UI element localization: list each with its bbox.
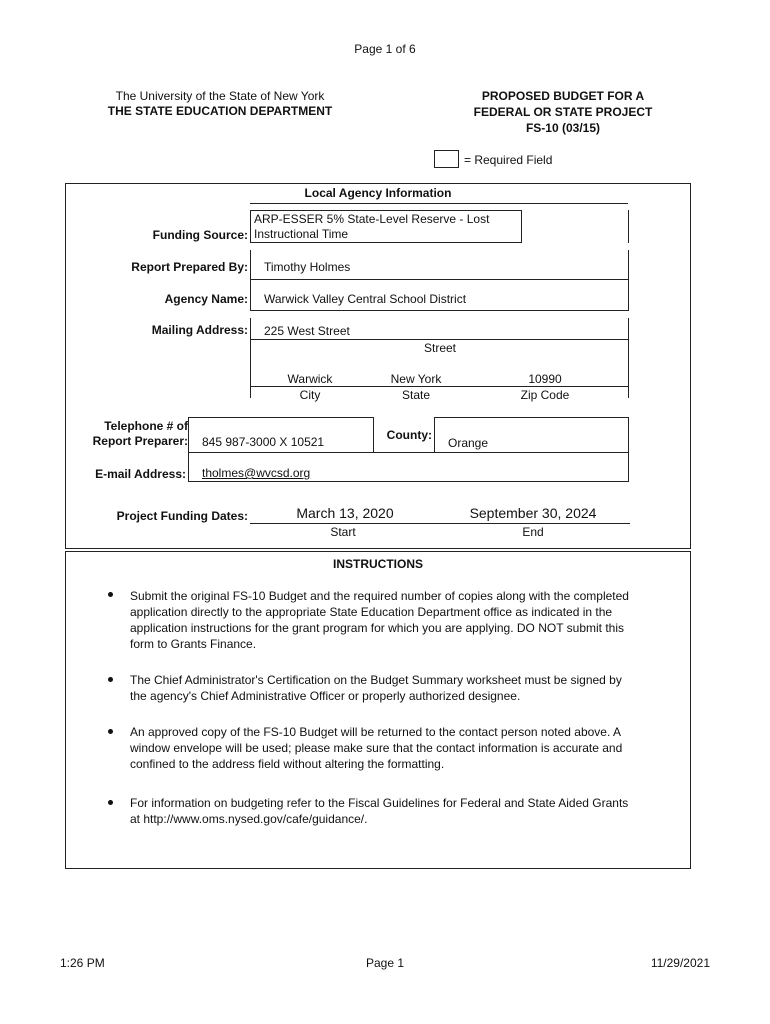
- divider: [250, 280, 251, 311]
- zip-value[interactable]: 10990: [528, 372, 562, 386]
- divider: [628, 210, 629, 243]
- divider: [250, 279, 628, 280]
- instruction-item: For information on budgeting refer to the Fiscal Guidelines for Federal and State Aided Grants at http://www.oms.nysed.gov/cafe/guidance/.: [130, 796, 629, 826]
- telephone-label-line2: Report Preparer:: [92, 434, 188, 448]
- divider: [250, 310, 628, 311]
- prepared-by-value[interactable]: Timothy Holmes: [264, 260, 351, 274]
- start-date-value[interactable]: March 13, 2020: [296, 505, 394, 521]
- divider: [250, 203, 628, 204]
- street-caption: Street: [423, 341, 456, 355]
- telephone-label-line1: Telephone # of: [104, 419, 188, 433]
- telephone-value: 845 987-3000 X 10521: [202, 435, 325, 449]
- street-value[interactable]: 225 West Street: [264, 324, 350, 338]
- county-value: Orange: [448, 436, 489, 450]
- email-label: E-mail Address:: [95, 467, 186, 481]
- divider: [250, 386, 628, 387]
- state-caption: State: [401, 388, 431, 402]
- city-value[interactable]: Warwick: [287, 372, 333, 386]
- funding-source-value-line2: Instructional Time: [254, 227, 349, 241]
- footer-page: Page 1: [365, 956, 405, 970]
- divider: [250, 523, 630, 524]
- instruction-item: The Chief Administrator's Certification on the Budget Summary worksheet must be signed by the agency's Chief Administrative Officer or properly authorized designee.: [130, 673, 622, 703]
- footer-time: 1:26 PM: [60, 956, 105, 970]
- bullet-icon: [108, 729, 113, 734]
- zip-caption: Zip Code: [520, 388, 570, 402]
- email-value[interactable]: tholmes@wvcsd.org: [202, 466, 311, 480]
- required-field-swatch: [434, 150, 459, 168]
- form-number: FS-10 (03/15): [525, 121, 601, 135]
- start-caption: Start: [330, 525, 356, 539]
- end-caption: End: [522, 525, 544, 539]
- divider: [628, 280, 629, 311]
- header-university: The University of the State of New York: [115, 89, 325, 103]
- county-label: County:: [386, 428, 432, 442]
- prepared-by-label: Report Prepared By:: [131, 260, 248, 274]
- bullet-icon: [108, 592, 113, 597]
- bullet-icon: [108, 677, 113, 682]
- funding-source-label: Funding Source:: [152, 228, 248, 242]
- instruction-item: An approved copy of the FS-10 Budget will be returned to the contact person noted above. A window envelope will be used; please make sure that the contact information is accurate and confined to the address field without altering the formatting.: [130, 725, 623, 771]
- divider: [628, 250, 629, 280]
- funding-dates-label: Project Funding Dates:: [116, 509, 248, 523]
- instruction-item: Submit the original FS-10 Budget and the required number of copies along with the completed application directly to the appropriate State Education Department office as indicated in the application instructions for the grant program for which you are applying. DO NOT submit this form to Grants Finance.: [130, 589, 629, 651]
- state-value[interactable]: New York: [390, 372, 442, 386]
- divider: [628, 318, 629, 398]
- instructions-title: INSTRUCTIONS: [333, 557, 423, 571]
- footer-date: 11/29/2021: [650, 956, 710, 970]
- divider: [250, 250, 251, 280]
- divider: [250, 339, 628, 340]
- bullet-icon: [108, 800, 113, 805]
- mailing-address-label: Mailing Address:: [151, 323, 248, 337]
- form-title-line1: PROPOSED BUDGET FOR A: [481, 89, 645, 103]
- city-caption: City: [299, 388, 321, 402]
- header-department: THE STATE EDUCATION DEPARTMENT: [107, 104, 333, 118]
- required-field-legend: = Required Field: [464, 153, 553, 167]
- form-title-line2: FEDERAL OR STATE PROJECT: [473, 105, 653, 119]
- end-date-value[interactable]: September 30, 2024: [469, 505, 597, 521]
- page-counter: Page 1 of 6: [354, 42, 416, 56]
- local-agency-title: Local Agency Information: [304, 186, 452, 200]
- funding-source-value-line1: ARP-ESSER 5% State-Level Reserve - Lost: [254, 212, 490, 226]
- agency-name-label: Agency Name:: [164, 292, 248, 306]
- agency-name-value[interactable]: Warwick Valley Central School District: [264, 292, 467, 306]
